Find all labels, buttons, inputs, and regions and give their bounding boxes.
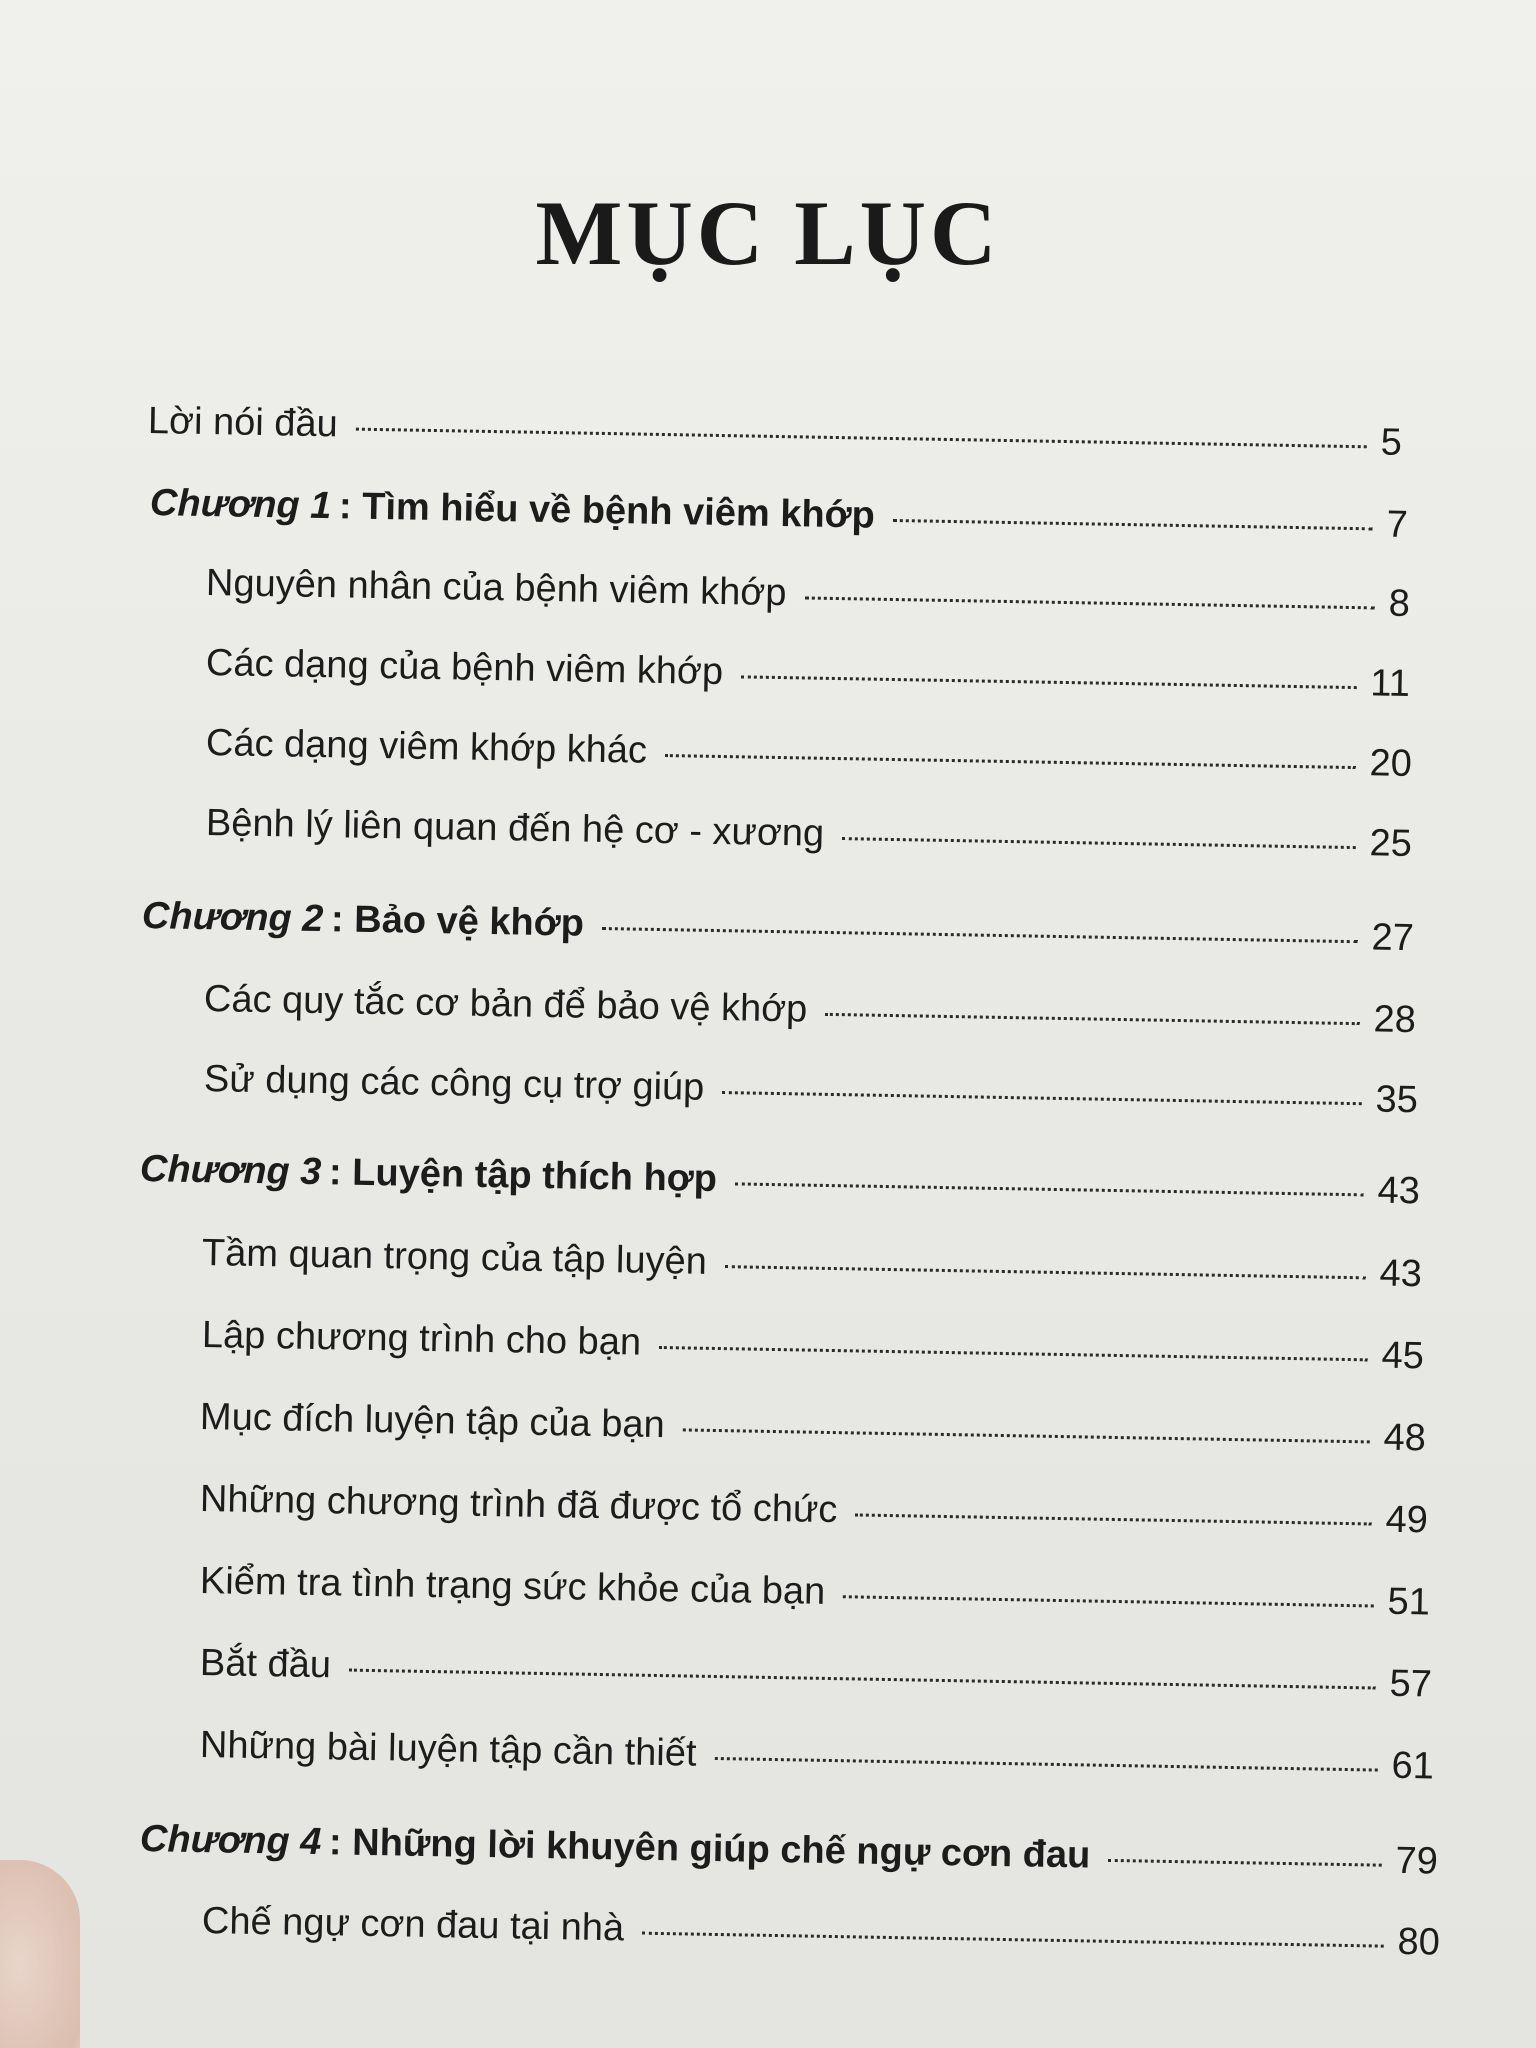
section-title: Bệnh lý liên quan đến hệ cơ - xương	[205, 802, 825, 855]
page-number: 27	[1371, 916, 1415, 960]
section-title: Những bài luyện tập cần thiết	[199, 1724, 697, 1775]
section-title: Nguyên nhân của bệnh viêm khớp	[205, 562, 787, 615]
page-number: 48	[1383, 1416, 1427, 1460]
section-title: Kiểm tra tình trạng sức khỏe của bạn	[199, 1560, 826, 1613]
toc-section-entry	[206, 642, 1411, 706]
page-number: 43	[1379, 1252, 1423, 1296]
toc-section-entry	[200, 1396, 1427, 1460]
page-number: 45	[1381, 1334, 1425, 1378]
page-number: 79	[1395, 1839, 1439, 1883]
page-number: 8	[1388, 582, 1411, 626]
dot-leader	[1108, 1859, 1381, 1867]
dot-leader	[659, 1346, 1368, 1361]
dot-leader	[714, 1757, 1377, 1772]
page-number: 80	[1397, 1920, 1441, 1964]
dot-leader	[735, 1182, 1364, 1196]
page-number: 43	[1377, 1169, 1421, 1213]
dot-leader	[741, 675, 1356, 689]
page-number: 51	[1387, 1580, 1431, 1624]
section-title: Lập chương trình cho bạn	[201, 1314, 642, 1364]
toc-section-entry	[202, 1314, 1425, 1378]
section-title: Sử dụng các công cụ trợ giúp	[203, 1058, 705, 1109]
toc-section-entry	[206, 562, 1411, 626]
chapter-separator: :	[331, 485, 363, 528]
toc-section-entry	[202, 1900, 1441, 1965]
page-title: MỤC LỤC	[535, 182, 1001, 284]
page-number: 57	[1389, 1662, 1433, 1706]
chapter-heading	[150, 482, 876, 538]
chapter-number: Chương 3	[139, 1148, 322, 1194]
section-title: Các dạng viêm khớp khác	[205, 722, 648, 772]
toc-chapter-entry	[140, 1818, 1439, 1884]
chapter-title: Luyện tập thích hợp	[351, 1151, 718, 1201]
section-title: Các dạng của bệnh viêm khớp	[205, 642, 724, 694]
section-title: Tầm quan trọng của tập luyện	[201, 1232, 708, 1283]
dot-leader	[804, 596, 1374, 609]
section-title: Chế ngự cơn đau tại nhà	[201, 1900, 625, 1950]
section-title: Bắt đầu	[199, 1642, 332, 1687]
chapter-title: Bảo vệ khớp	[353, 898, 585, 945]
chapter-number: Chương 4	[139, 1818, 322, 1864]
toc-chapter-entry	[140, 1148, 1421, 1213]
chapter-number: Chương 2	[141, 895, 324, 941]
toc-section-entry	[202, 1232, 1423, 1296]
page-number: 5	[1380, 421, 1403, 464]
dot-leader	[722, 1091, 1361, 1105]
chapter-heading	[142, 895, 585, 946]
dot-leader	[642, 1932, 1383, 1948]
toc-chapter-entry	[150, 482, 1409, 547]
chapter-title: Tìm hiểu về bệnh viêm khớp	[361, 485, 876, 537]
front-matter-title: Lời nói đầu	[147, 400, 339, 446]
toc-section-entry	[200, 1642, 1433, 1706]
toc-front-entry	[148, 400, 1403, 465]
toc-chapter-entry	[142, 895, 1415, 960]
page-number: 20	[1369, 742, 1413, 786]
dot-leader	[825, 1013, 1359, 1025]
toc-section-entry	[206, 802, 1413, 866]
dot-leader	[843, 1595, 1373, 1607]
dot-leader	[602, 927, 1358, 943]
section-title: Các quy tắc cơ bản để bảo vệ khớp	[203, 978, 808, 1031]
toc-section-entry	[200, 1724, 1435, 1789]
chapter-number: Chương 1	[149, 482, 332, 528]
dot-leader	[893, 519, 1373, 530]
section-title: Mục đích luyện tập của bạn	[199, 1396, 666, 1447]
toc-section-entry	[204, 978, 1417, 1042]
page-number: 28	[1373, 998, 1417, 1042]
section-title: Những chương trình đã được tổ chức	[199, 1478, 838, 1532]
toc-section-entry	[200, 1478, 1429, 1542]
dot-leader	[349, 1669, 1376, 1690]
dot-leader	[683, 1428, 1370, 1443]
chapter-heading	[140, 1148, 718, 1201]
chapter-separator: :	[321, 1821, 353, 1864]
page-number: 35	[1375, 1078, 1419, 1122]
chapter-heading	[140, 1818, 1091, 1878]
chapter-separator: :	[323, 898, 355, 941]
toc-section-entry	[200, 1560, 1431, 1624]
finger-shadow	[0, 1860, 80, 2048]
page-number: 7	[1386, 503, 1409, 546]
toc-section-entry	[206, 722, 1413, 786]
toc-section-entry	[204, 1058, 1419, 1122]
page-number: 49	[1385, 1498, 1429, 1542]
dot-leader	[665, 754, 1356, 769]
dot-leader	[725, 1265, 1366, 1279]
page-number: 61	[1391, 1744, 1435, 1788]
page-number: 25	[1369, 822, 1413, 866]
chapter-separator: :	[321, 1151, 353, 1194]
dot-leader	[842, 837, 1355, 849]
chapter-title: Những lời khuyên giúp chế ngự cơn đau	[351, 1821, 1091, 1877]
page-number: 11	[1370, 662, 1411, 706]
dot-leader	[855, 1513, 1371, 1525]
dot-leader	[356, 428, 1367, 449]
